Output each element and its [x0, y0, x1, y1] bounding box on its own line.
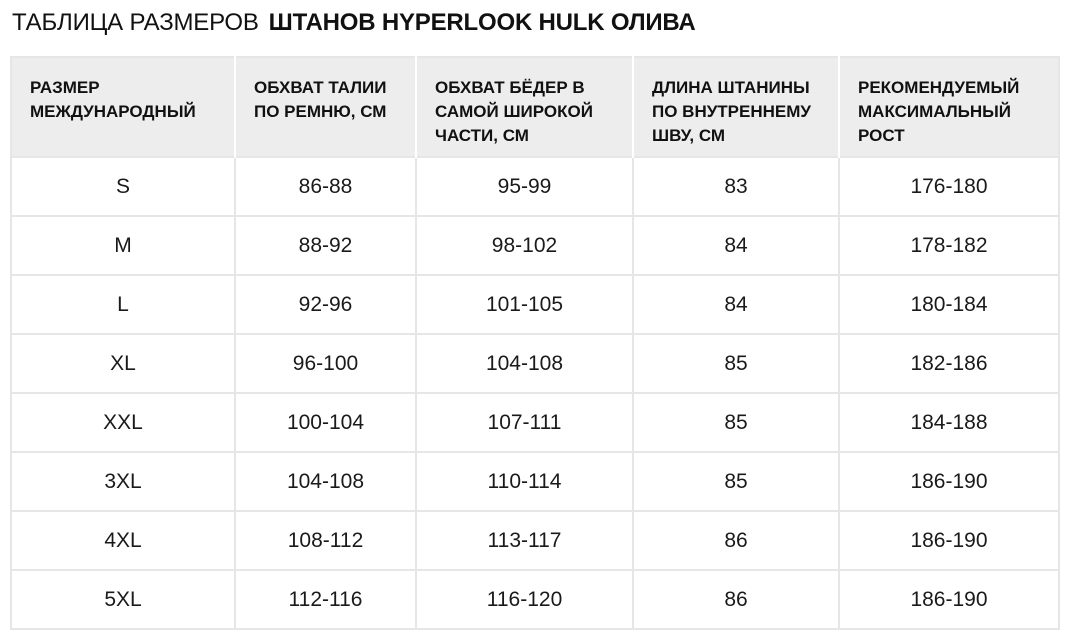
- cell-inseam: 84: [633, 275, 839, 334]
- cell-waist: 92-96: [235, 275, 416, 334]
- cell-max-height: 186-190: [839, 452, 1059, 511]
- cell-max-height: 176-180: [839, 157, 1059, 216]
- cell-size: XXL: [11, 393, 235, 452]
- cell-size: S: [11, 157, 235, 216]
- header-size-international: РАЗМЕР МЕЖДУНАРОДНЫЙ: [11, 57, 235, 157]
- table-row: [11, 393, 1059, 452]
- table-row: [11, 216, 1059, 275]
- cell-waist: 108-112: [235, 511, 416, 570]
- header-max-height: РЕКОМЕНДУЕМЫЙ МАКСИМАЛЬНЫЙ РОСТ: [839, 57, 1059, 157]
- cell-inseam: 85: [633, 393, 839, 452]
- header-inseam: ДЛИНА ШТАНИНЫ ПО ВНУТРЕННЕМУ ШВУ, СМ: [633, 57, 839, 157]
- cell-max-height: 180-184: [839, 275, 1059, 334]
- cell-hips: 113-117: [416, 511, 633, 570]
- cell-waist: 86-88: [235, 157, 416, 216]
- header-hips: ОБХВАТ БЁДЕР В САМОЙ ШИРОКОЙ ЧАСТИ, СМ: [416, 57, 633, 157]
- cell-size: L: [11, 275, 235, 334]
- cell-hips: 101-105: [416, 275, 633, 334]
- cell-inseam: 85: [633, 334, 839, 393]
- cell-max-height: 178-182: [839, 216, 1059, 275]
- cell-size: M: [11, 216, 235, 275]
- cell-hips: 95-99: [416, 157, 633, 216]
- cell-waist: 96-100: [235, 334, 416, 393]
- cell-max-height: 186-190: [839, 570, 1059, 629]
- table-row: [11, 334, 1059, 393]
- cell-size: XL: [11, 334, 235, 393]
- cell-hips: 116-120: [416, 570, 633, 629]
- table-row: [11, 452, 1059, 511]
- title-product: ШТАНОВ HYPERLOOK HULK ОЛИВА: [268, 9, 696, 36]
- header-row: [11, 57, 1059, 157]
- cell-waist: 88-92: [235, 216, 416, 275]
- table-body: [11, 157, 1059, 629]
- cell-hips: 98-102: [416, 216, 633, 275]
- cell-hips: 107-111: [416, 393, 633, 452]
- table-header: [11, 57, 1059, 157]
- title-prefix: ТАБЛИЦА РАЗМЕРОВ: [12, 9, 259, 36]
- cell-waist: 100-104: [235, 393, 416, 452]
- cell-size: 5XL: [11, 570, 235, 629]
- cell-size: 4XL: [11, 511, 235, 570]
- table-row: [11, 275, 1059, 334]
- cell-max-height: 184-188: [839, 393, 1059, 452]
- cell-inseam: 86: [633, 511, 839, 570]
- cell-max-height: 182-186: [839, 334, 1059, 393]
- table-row: [11, 157, 1059, 216]
- cell-size: 3XL: [11, 452, 235, 511]
- cell-inseam: 84: [633, 216, 839, 275]
- table-row: [11, 570, 1059, 629]
- cell-inseam: 85: [633, 452, 839, 511]
- cell-waist: 112-116: [235, 570, 416, 629]
- size-table: [10, 56, 1060, 630]
- page-title: [12, 6, 696, 40]
- cell-hips: 104-108: [416, 334, 633, 393]
- cell-hips: 110-114: [416, 452, 633, 511]
- cell-max-height: 186-190: [839, 511, 1059, 570]
- header-waist: ОБХВАТ ТАЛИИ ПО РЕМНЮ, СМ: [235, 57, 416, 157]
- cell-inseam: 83: [633, 157, 839, 216]
- cell-inseam: 86: [633, 570, 839, 629]
- table-row: [11, 511, 1059, 570]
- cell-waist: 104-108: [235, 452, 416, 511]
